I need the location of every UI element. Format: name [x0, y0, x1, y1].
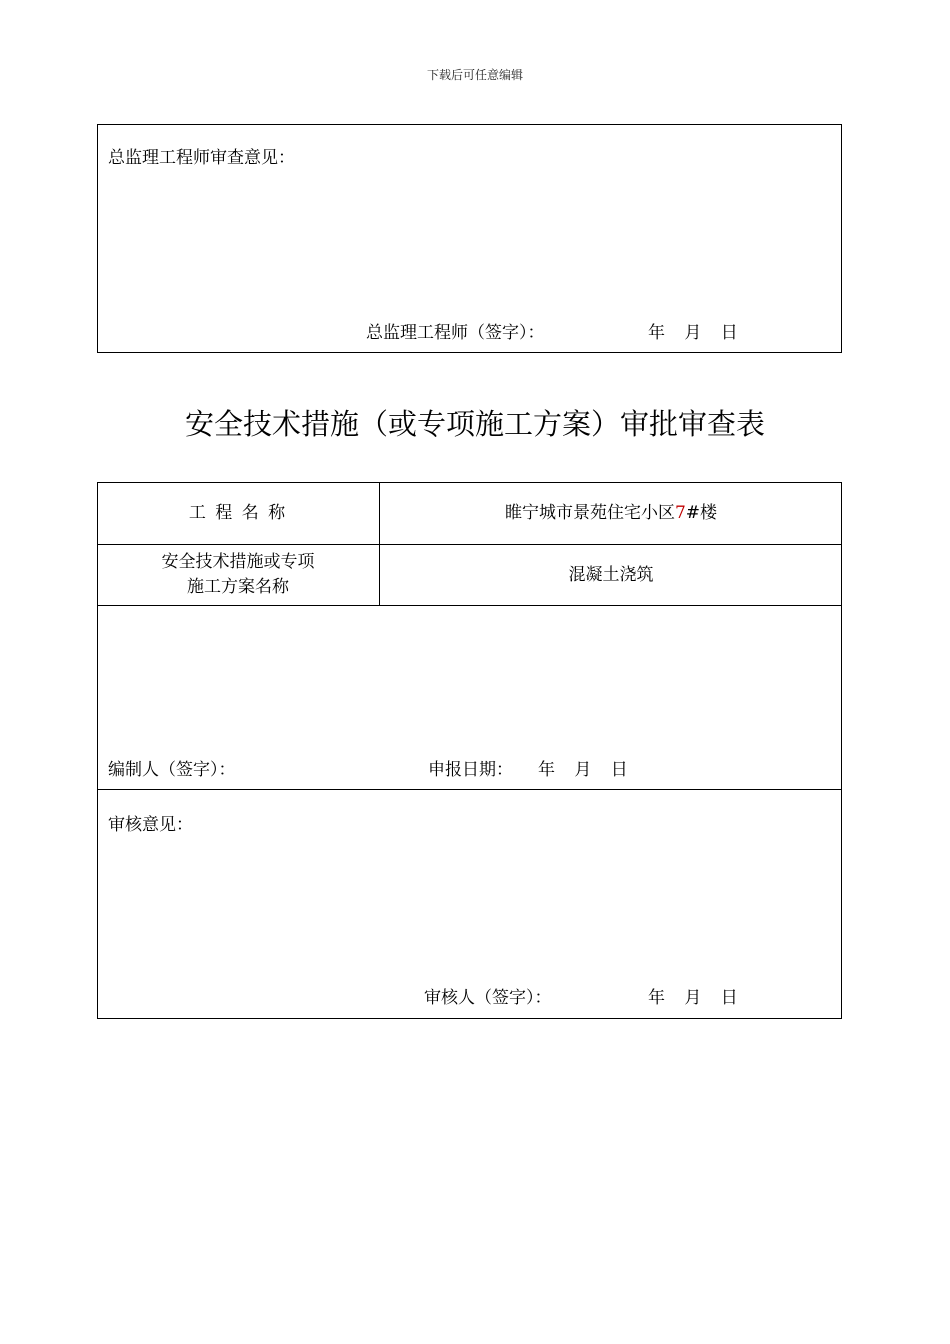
- review-date-value: 年 月 日: [648, 988, 738, 1008]
- header-note: 下载后可任意编辑: [426, 68, 523, 82]
- plan-name-value: 混凝土浇筑: [568, 564, 654, 585]
- plan-name-label-cell: [97, 545, 379, 605]
- report-date-value: 年 月 日: [538, 760, 628, 780]
- form-title: 安全技术措施（或专项施工方案）审批审查表: [184, 407, 765, 441]
- compiler-label: 编制人（签字）：: [108, 760, 236, 780]
- project-name-suffix: #楼: [685, 502, 718, 523]
- plan-name-value-cell: [380, 545, 842, 605]
- project-building-number: 7: [674, 502, 686, 523]
- row-divider-2: [97, 605, 842, 606]
- project-name-label: 工 程 名 称: [188, 502, 288, 523]
- reviewer-label: 审核人（签字）：: [424, 988, 552, 1008]
- project-name-prefix: 睢宁城市景苑住宅小区: [504, 502, 675, 523]
- chief-review-label: 总监理工程师审查意见：: [108, 148, 295, 168]
- project-name-value-cell: [380, 482, 842, 544]
- project-name-value: [505, 501, 717, 526]
- project-name-label-cell: [97, 482, 379, 544]
- chief-date-label: 年 月 日: [648, 323, 738, 343]
- row-divider-3: [97, 789, 842, 790]
- plan-name-label-line1: 安全技术措施或专项: [161, 552, 315, 573]
- report-date-label: 申报日期：: [428, 760, 513, 780]
- review-opinion-label: 审核意见：: [108, 815, 193, 835]
- plan-name-label-line2: 施工方案名称: [187, 577, 289, 597]
- chief-signature-label: 总监理工程师（签字）：: [366, 323, 545, 343]
